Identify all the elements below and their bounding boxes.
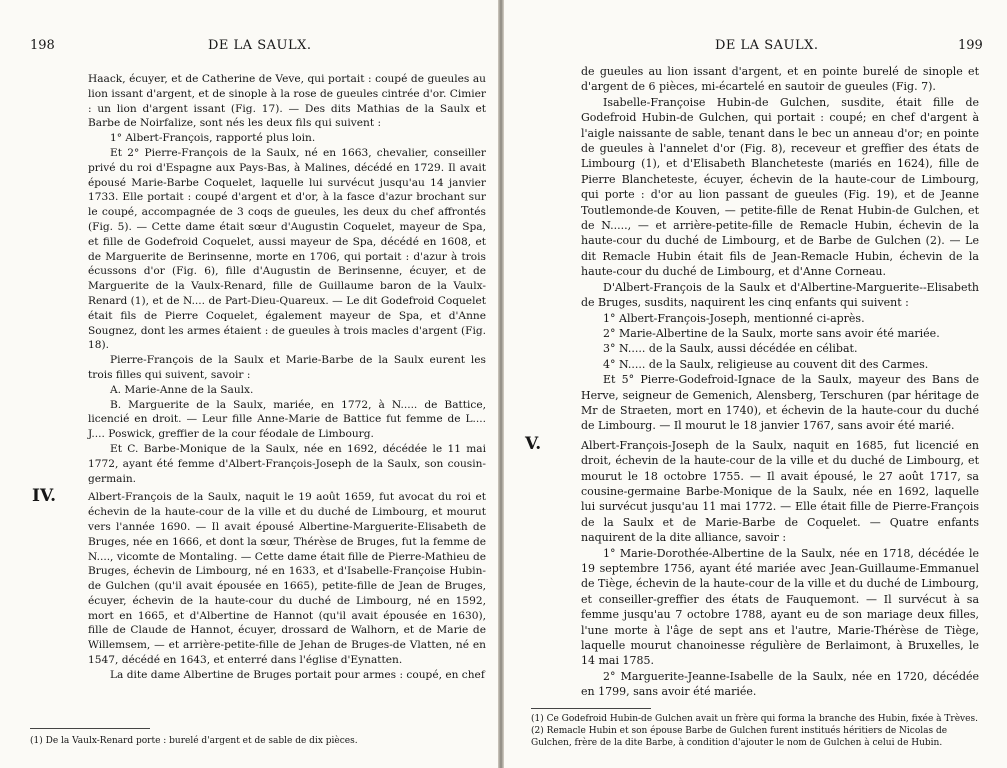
closing-text: La dite dame Albertine de Bruges portait pour armes : coupé, en chef xyxy=(110,668,485,681)
paragraph: 1° Albert-François-Joseph, mentionné ci-après. xyxy=(603,311,865,325)
paragraph: Haack, écuyer, et de Catherine de Veve, qui portait : coupé de gueules au lion issant d'argent, et de sinople à la rose de gueules cintrée d'or. Cimier : un lion d'argent issant (Fig. 17). — Des dits Mathias de la Saulx et Barbe de Noirfalize, sont nés les deux fils qui suivent : xyxy=(88,73,486,130)
paragraph: 4° N..... de la Saulx, religieuse au couvent dit des Carmes. xyxy=(603,357,929,371)
paragraph: 2° Marie-Albertine de la Saulx, morte sans avoir été mariée. xyxy=(603,326,940,340)
running-head: DE LA SAULX. xyxy=(208,38,312,53)
right-body xyxy=(525,64,979,700)
footnote: (2) Remacle Hubin et son épouse Barbe de Gulchen furent institués héritiers de Nicolas de Gulchen, frère de la dite Barbe, à condition d'ajouter le nom de Gulchen à celui de Hubin. xyxy=(531,726,948,748)
section-number: V. xyxy=(525,433,542,454)
paragraph: Et 5° Pierre-Godefroid-Ignace de la Saulx, mayeur des Bans de Herve, seigneur de Gemenich, Alensberg, Terschuren (par héritage de Mr de Straeten, mort en 1740), et échevin de la haute-cour du duché de Limbourg. — Il mourut le 18 janvier 1767, sans avoir été marié. xyxy=(581,373,979,433)
right-page xyxy=(503,0,1007,768)
section-text: Albert-François de la Saulx, naquit le 19 août 1659, fut avocat du roi et échevin de la haute-cour de la ville et du duché de Limbourg, et mourut vers l'année 1690. — Il avait épousé Albertine-Marguerite-Elisabeth de Bruges, née en 1666, et dont la sœur, Thérèse de Bruges, fut la femme de N...., vicomte de Montaling. — Cette dame était fille de Pierre-Mathieu de Bruges, échevin de Limbourg, né en 1633, et d'Isabelle-Françoise Hubin-de Gulchen (qu'il avait épousée en 1665), petite-fille de Jean de Bruges, écuyer, échevin de la haute-cour du duché de Limbourg, né en 1592, mort en 1665, et d'Albertine de Hannot (qu'il avait épousée en 1630), fille de Claude de Hannot, écuyer, drossard de Walhorn, et de Marie de Willemsem, — et arrière-petite-fille de Jehan de Bruges-de Vlatten, né en 1547, décédé en 1643, et enterré dans l'église d'Eynatten. xyxy=(88,491,487,667)
section-v xyxy=(525,433,979,546)
footnote: (1) De la Vaulx-Renard porte : burelé d'argent et de sable de dix pièces. xyxy=(30,736,358,746)
footnote: (1) Ce Godefroid Hubin-de Gulchen avait un frère qui forma la branche des Hubin, fixée à Trèves. xyxy=(531,714,978,724)
paragraph: Et C. Barbe-Monique de la Saulx, née en 1692, décédée le 11 mai 1772, ayant été femme d'Albert-François-Joseph de la Saulx, son cousin-germain. xyxy=(88,442,486,485)
footnote-rule xyxy=(531,708,651,709)
left-body xyxy=(32,72,487,683)
paragraph: de gueules au lion issant d'argent, et en pointe burelé de sinople et d'argent de 6 pièces, mi-écartelé en sautoir de gueules (Fig. 7). xyxy=(581,65,979,94)
paragraph: A. Marie-Anne de la Saulx. xyxy=(110,383,254,396)
footnotes xyxy=(30,735,480,747)
paragraph: 1° Albert-François, rapporté plus loin. xyxy=(110,132,316,145)
page-number: 199 xyxy=(958,38,983,53)
section-text: Albert-François-Joseph de la Saulx, naquit en 1685, fut licencié en droit, échevin de la haute-cour de la ville et du duché de Limbourg, et mourut le 18 octobre 1755. — Il avait épousé, le 27 août 1717, sa cousine-germaine Barbe-Monique de la Saulx, née en 1692, laquelle lui survécut jusqu'au 11 mai 1772. — Elle était fille de Pierre-François de la Saulx et de Marie-Barbe de Coquelet. — Quatre enfants naquirent de la dite alliance, savoir : xyxy=(581,438,979,545)
paragraph: Et 2° Pierre-François de la Saulx, né en 1663, chevalier, conseiller privé du roi d'Espagne aux Pays-Bas, à Malines, décédé en 1729. Il avait épousé Marie-Barbe Coquelet, laquelle lui survécut jusqu'au 14 janvier 1733. Elle portait : coupé d'argent et d'or, à la fasce d'azur brochant sur le coupé, accompagnée de 3 coqs de gueules, les deux du chef affrontés (Fig. 5). — Cette dame était sœur d'Augustin Coquelet, mayeur de Spa, et fille de Godefroid Coquelet, aussi mayeur de Spa, décédé en 1608, et de Marguerite de Berinsenne, morte en 1706, qui portait : d'azur à trois écussons d'or (Fig. 6), fille d'Augustin de Berinsenne, écuyer, et de Marguerite de la Vaulx-Renard, fille de Guillaume baron de la Vaulx-Renard (1), et de N.... de Part-Dieu-Quareux. — Le dit Godefroid Coquelet était fils de Pierre Coquelet, également mayeur de Spa, et d'Anne Sougnez, dont les armes étaient : de gueules à trois macles d'argent (Fig. 18). xyxy=(88,146,486,352)
list-item: 1° Marie-Dorothée-Albertine de la Saulx, née en 1718, décédée le 19 septembre 1756, ayant été mariée avec Jean-Guillaume-Emmanuel de Tiège, échevin de la haute-cour de la ville et du duché de Limbourg, et conseiller-greffier des états de Fauquemont. — Il survécut à sa femme jusqu'au 7 octobre 1788, ayant eu de son mariage deux filles, l'une morte à l'âge de sept ans et l'autre, Marie-Thérèse de Tiège, laquelle mourut chanoinesse régulière de Berlaimont, à Bruxelles, le 14 mai 1785. xyxy=(581,546,979,668)
paragraph: B. Marguerite de la Saulx, mariée, en 1772, à N..... de Battice, licencié en droit. — Leur fille Anne-Marie de Battice fut femme de L.... J.... Poswick, greffier de la cour féodale de Limbourg. xyxy=(88,398,486,441)
paragraph: Isabelle-Françoise Hubin-de Gulchen, susdite, était fille de Godefroid Hubin-de Gulchen, qui portait : coupé; en chef d'argent à l'aigle naissante de sable, tenant dans le bec un anneau d'or; en pointe de gueules à l'annelet d'or (Fig. 8), receveur et greffier des états de Limbourg (1), et d'Elisabeth Blancheteste (mariés en 1624), fille de Pierre Blancheteste, écuyer, échevin de la haute-cour de Limbourg, qui porte : d'or au lion passant de gueules (Fig. 19), et de Jeanne Toutlemonde-de Kouven, — petite-fille de Renat Hubin-de Gulchen, et de N....., — et arrière-petite-fille de Remacle Hubin, échevin de la haute-cour du duché de Limbourg, et de Barbe de Gulchen (2). — Le dit Remacle Hubin était fils de Jean-Remacle Hubin, échevin de la haute-cour du duché de Limbourg, et d'Anne Corneau. xyxy=(581,95,979,279)
list-item: 2° Marguerite-Jeanne-Isabelle de la Saulx, née en 1720, décédée en 1799, sans avoir été mariée. xyxy=(581,669,979,699)
paragraph: 3° N..... de la Saulx, aussi décédée en célibat. xyxy=(603,342,858,356)
page-number: 198 xyxy=(30,38,55,53)
running-head: DE LA SAULX. xyxy=(715,38,819,53)
paragraph: D'Albert-François de la Saulx et d'Albertine-Marguerite--Elisabeth de Bruges, susdits, naquirent les cinq enfants qui suivent : xyxy=(581,280,979,310)
left-page xyxy=(0,0,500,768)
footnote-rule xyxy=(30,728,150,729)
section-number: IV. xyxy=(32,486,57,507)
paragraph: Pierre-François de la Saulx et Marie-Barbe de la Saulx eurent les trois filles qui suivent, savoir : xyxy=(88,354,486,381)
footnotes xyxy=(531,713,981,749)
section-iv xyxy=(32,486,487,668)
